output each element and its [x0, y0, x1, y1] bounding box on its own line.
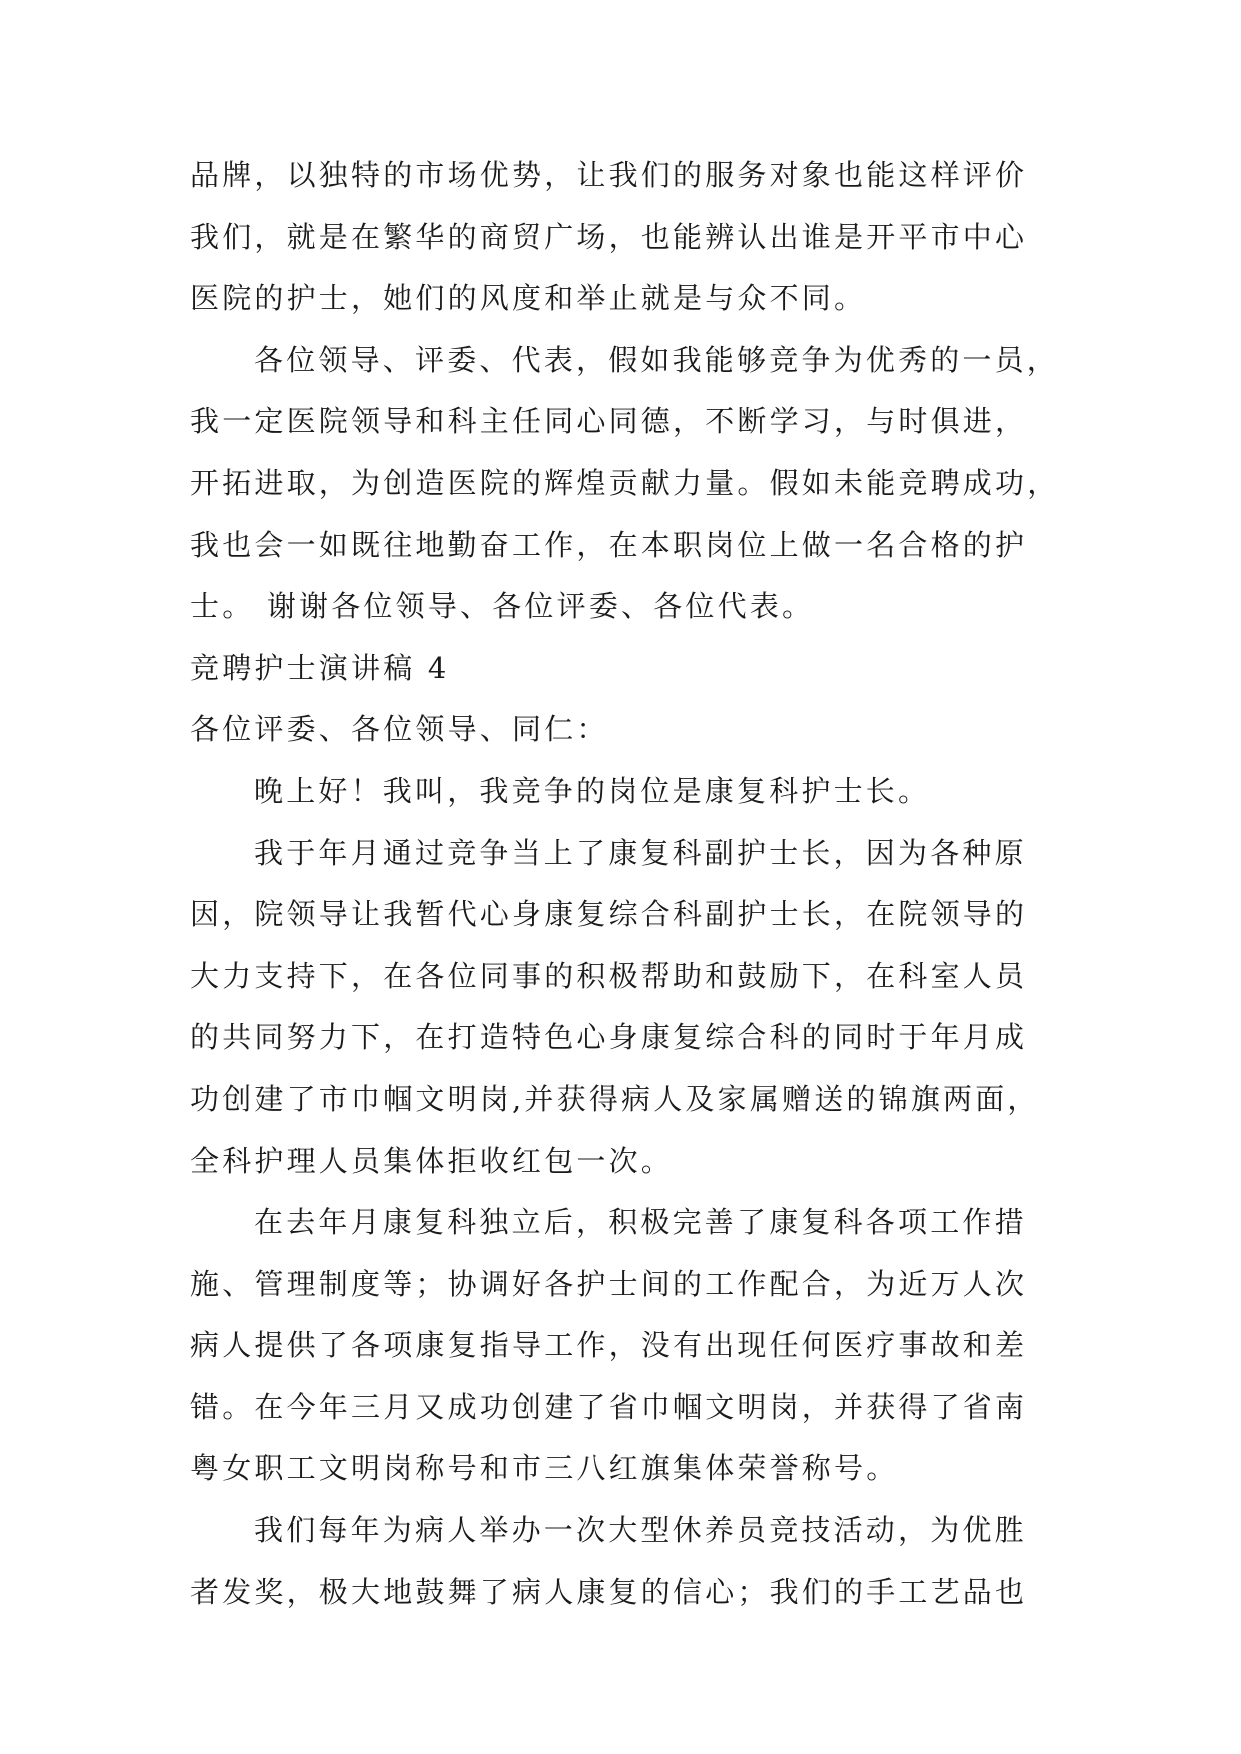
text-line: 全科护理人员集体拒收红包一次。: [190, 1143, 674, 1178]
paragraph-first-line: 我于年月通过竞争当上了康复科副护士长，因为各种原: [254, 835, 1027, 870]
text-line: 士。 谢谢各位领导、各位评委、各位代表。: [190, 589, 815, 624]
text-line: 我们，就是在繁华的商贸广场，也能辨认出谁是开平市中心: [190, 219, 1028, 254]
text-line: 粤女职工文明岗称号和市三八红旗集体荣誉称号。: [190, 1451, 899, 1486]
text-line: 医院的护士，她们的风度和举止就是与众不同。: [190, 281, 867, 316]
text-line: 我也会一如既往地勤奋工作，在本职岗位上做一名合格的护: [190, 527, 1028, 562]
paragraph-first-line: 在去年月康复科独立后，积极完善了康复科各项工作措: [254, 1205, 1027, 1240]
text-line: 开拓进取，为创造医院的辉煌贡献力量。假如未能竞聘成功，: [190, 465, 1060, 500]
section-heading: 竞聘护士演讲稿 4: [190, 650, 450, 685]
text-line: 我一定医院领导和科主任同心同德，不断学习，与时俱进，: [190, 404, 1028, 439]
text-line: 大力支持下，在各位同事的积极帮助和鼓励下，在科室人员: [190, 958, 1028, 993]
text-line: 的共同努力下，在打造特色心身康复综合科的同时于年月成: [190, 1020, 1028, 1055]
document-body: [190, 145, 1070, 1623]
text-line: 施、管理制度等；协调好各护士间的工作配合，为近万人次: [190, 1266, 1028, 1301]
text-line: 病人提供了各项康复指导工作，没有出现任何医疗事故和差: [190, 1328, 1028, 1363]
text-line: 功创建了市巾帼文明岗,并获得病人及家属赠送的锦旗两面，: [190, 1081, 1040, 1116]
text-line: 品牌，以独特的市场优势，让我们的服务对象也能这样评价: [190, 158, 1028, 192]
text-line: 者发奖，极大地鼓舞了病人康复的信心；我们的手工艺品也: [190, 1574, 1028, 1609]
paragraph-first-line: 晚上好！我叫，我竞争的岗位是康复科护士长。: [254, 773, 931, 808]
text-line: 因，院领导让我暂代心身康复综合科副护士长，在院领导的: [190, 897, 1028, 932]
paragraph-first-line: 我们每年为病人举办一次大型休养员竞技活动，为优胜: [254, 1513, 1027, 1548]
text-line: 错。在今年三月又成功创建了省巾帼文明岗，并获得了省南: [190, 1389, 1028, 1424]
paragraph-first-line: 各位领导、评委、代表，假如我能够竞争为优秀的一员，: [254, 342, 1060, 377]
salutation: 各位评委、各位领导、同仁：: [190, 712, 609, 747]
